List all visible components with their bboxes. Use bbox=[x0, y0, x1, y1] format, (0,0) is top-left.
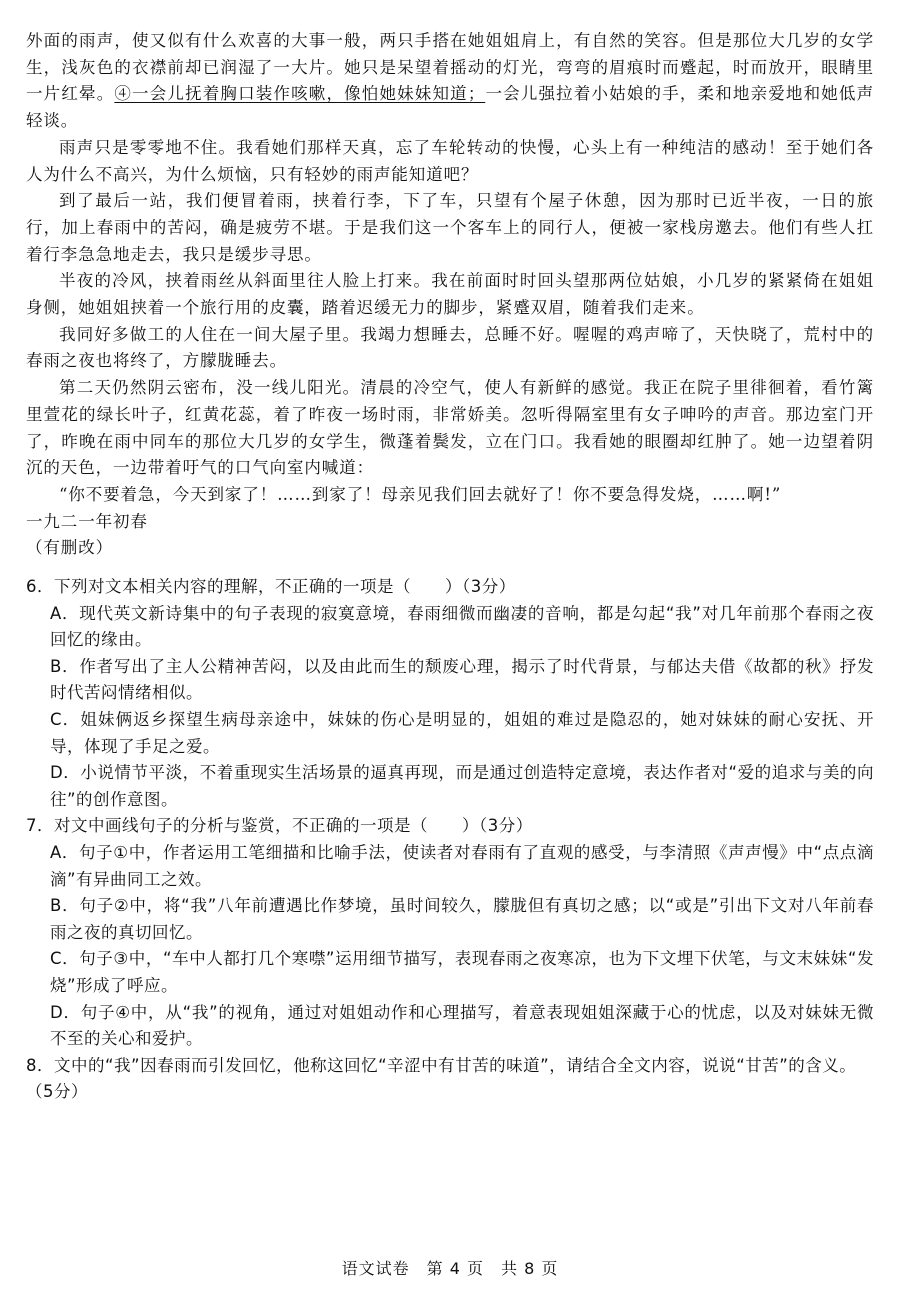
passage-text: 我同好多做工的人住在一间大屋子里。我竭力想睡去，总睡不好。喔喔的鸡声啼了，天快晓了，荒村中的春雨之夜也将终了，方朦胧睡去。 bbox=[26, 324, 874, 371]
option-b: B．句子②中，将“我”八年前遭遇比作梦境，虽时间较久，朦胧但有真切之感；以“或是”引出下文对八年前春雨之夜的真切回忆。 bbox=[50, 896, 874, 942]
question-section bbox=[26, 574, 874, 1106]
passage-note: （有删改） bbox=[26, 538, 113, 558]
passage-paragraph-6 bbox=[26, 375, 874, 482]
question-stem: 7．对文中画线句子的分析与鉴赏，不正确的一项是（ ）（3分） bbox=[26, 816, 533, 836]
passage-text: 第二天仍然阴云密布，没一线儿阳光。清晨的冷空气，使人有新鲜的感觉。我正在院子里徘徊着，看竹篱里萱花的绿长叶子，红黄花蕊，着了昨夜一场时雨，非常娇美。忽听得隔室里有女子呻吟的声音。那边室门开了，昨晚在雨中同车的那位大几岁的女学生，微蓬着鬓发，立在门口。我看她的眼圈却红肿了。她一边望着阴沉的天色，一边带着吁气的口气向室内喊道： bbox=[26, 378, 874, 478]
passage-text: 外面的雨声，使又似有什么欢喜的大事一般，两只手搭在她姐姐肩上，有自然的笑容。但是那位大几岁的女学生，浅灰色的衣襟前却已润湿了一大片。她只是呆望着摇动的灯光，弯弯的眉痕时而蹙起，时而放开，眼睛里一片红晕。 bbox=[26, 31, 874, 104]
passage-text: 一会儿强拉着小姑娘的手，柔和地亲爱地和她低声轻谈。 bbox=[26, 84, 875, 131]
option-b: B．作者写出了主人公精神苦闷，以及由此而生的颓废心理，揭示了时代背景，与郁达夫借《故都的秋》抒发时代苦闷情绪相似。 bbox=[50, 656, 874, 703]
question-stem: 6．下列对文本相关内容的理解，不正确的一项是（ ）（3分） bbox=[26, 577, 516, 596]
option-d: D．小说情节平淡，不着重现实生活场景的逼真再现，而是通过创造特定意境，表达作者对“爱的追求与美的向往”的创作意图。 bbox=[50, 763, 874, 809]
passage-text: 雨声只是零零地不住。我看她们那样天真，忘了车轮转动的快慢，心头上有一种纯洁的感动！至于她们各人为什么不高兴，为什么烦恼，只有轻妙的雨声能知道吧？ bbox=[26, 137, 874, 184]
reading-passage bbox=[26, 28, 874, 562]
question-6 bbox=[26, 574, 874, 813]
passage-paragraph-2 bbox=[26, 135, 874, 188]
passage-text: “你不要着急，今天到家了！……到家了！母亲见我们回去就好了！你不要急得发烧，……啊!” bbox=[59, 484, 782, 504]
option-a: A．句子①中，作者运用工笔细描和比喻手法，使读者对春雨有了直观的感受，与李清照《声声慢》中“点点滴滴”有异曲同工之效。 bbox=[50, 842, 874, 889]
passage-text: 半夜的冷风，挟着雨丝从斜面里往人脸上打来。我在前面时时回头望那两位姑娘，小几岁的紧紧倚在姐姐身侧，她姐姐挟着一个旅行用的皮囊，踏着迟缓无力的脚步，紧蹙双眉，随着我们走来。 bbox=[26, 271, 874, 318]
question-7 bbox=[26, 813, 874, 1052]
option-c: C．句子③中，“车中人都打几个寒噤”运用细节描写，表现春雨之夜寒凉，也为下文埋下伏笔，与文末妹妹“发烧”形成了呼应。 bbox=[50, 949, 874, 995]
passage-paragraph-3 bbox=[26, 188, 874, 268]
question-8 bbox=[26, 1053, 874, 1106]
option-a: A．现代英文新诗集中的句子表现的寂寞意境，春雨细微而幽凄的音响，都是勾起“我”对几年前那个春雨之夜回忆的缘由。 bbox=[50, 603, 874, 650]
page-footer: 语文试卷 第 4 页 共 8 页 bbox=[341, 1259, 559, 1278]
passage-text: 到了最后一站，我们便冒着雨，挟着行李，下了车，只望有个屋子休憩，因为那时已近半夜，一日的旅行，加上春雨中的苦闷，确是疲劳不堪。于是我们这一个客车上的同行人，便被一家栈房邀去。他们有些人扛着行李急急地走去，我只是缓步寻思。 bbox=[26, 191, 874, 264]
question-stem: 8．文中的“我”因春雨而引发回忆，他称这回忆“辛涩中有甘苦的味道”，请结合全文内容，说说“甘苦”的含义。（5分） bbox=[26, 1055, 857, 1102]
passage-date: 一九二一年初春 bbox=[26, 511, 148, 531]
passage-paragraph-1 bbox=[26, 28, 874, 135]
passage-paragraph-7 bbox=[26, 482, 874, 509]
option-c: C．姐妹俩返乡探望生病母亲途中，妹妹的伤心是明显的，姐姐的难过是隐忍的，她对妹妹的耐心安抚、开导，体现了手足之爱。 bbox=[50, 709, 874, 756]
passage-paragraph-5 bbox=[26, 322, 874, 375]
passage-paragraph-4 bbox=[26, 268, 874, 321]
option-d: D．句子④中，从“我”的视角，通过对姐姐动作和心理描写，着意表现姐姐深藏于心的忧虑，以及对妹妹无微不至的关心和爱护。 bbox=[50, 1002, 874, 1049]
underlined-sentence-4: ④一会儿抚着胸口装作咳嗽，像怕她妹妹知道； bbox=[114, 84, 486, 104]
